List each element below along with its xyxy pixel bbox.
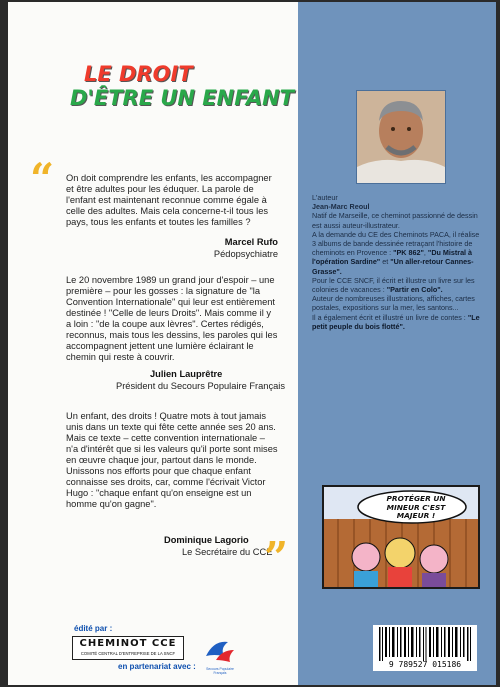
author-tales: Il a également écrit et illustré un livre de contes : "Le petit peuple du bois flotté".: [312, 312, 480, 331]
publisher-logo: [72, 636, 184, 660]
book-tales: "Le petit peuple du bois flotté".: [312, 312, 480, 331]
quote-2-name: Julien Lauprêtre: [150, 369, 223, 379]
edited-by-label: édité par :: [74, 624, 113, 633]
author-photo: [356, 90, 446, 184]
partner-logo: [200, 636, 240, 676]
quote-3-text: Un enfant, des droits ! Quatre mots à tout jamais unis dans un texte qui fête cette année ses 20 ans. Mais ce texte – cette convention internationale – n'a d'intérêt que si les valeurs qu'il porte sont mises en œuvre chaque jour, partout dans le monde. Unissons nos efforts pour que chaque enfant connaisse ses droits, car, comme l'écrivait Victor Hugo : "chaque enfant qu'on enseigne est un homme qu'on gagne".: [66, 411, 278, 509]
cartoon-bubble-text: PROTÉGER UN MINEUR C'EST MAJEUR !: [386, 494, 446, 521]
book-colo: "Partir en Colo".: [386, 285, 443, 295]
album-3: "Un aller-retour Cannes-Grasse".: [312, 257, 474, 276]
title-line-2: D'ÊTRE UN ENFANT: [70, 86, 295, 110]
publisher-name: CHEMINOT CCE: [79, 638, 177, 649]
author-name: Jean-Marc Reoul: [312, 202, 370, 212]
author-portrait-icon: [357, 91, 445, 183]
album-2: "Du Mistral à l'opération Sardine": [312, 248, 473, 267]
quote-1-name: Marcel Rufo: [224, 237, 278, 247]
cartoon-illustration: [322, 485, 480, 589]
partner-label: en partenariat avec :: [118, 662, 196, 671]
partner-name: Secours Populaire Français: [206, 667, 234, 675]
author-intro: Natif de Marseille, ce cheminot passionné de dessin est aussi auteur-illustrateur.: [312, 211, 478, 230]
barcode-icon: [373, 627, 477, 661]
title-line-1: LE DROIT: [84, 62, 193, 86]
quote-1-text: On doit comprendre les enfants, les accompagner et être adultes pour les éduquer. La parole de l'enfant est maintenant reconnue comme égale à celle des adultes. Mais cela concerne-t-il tous les pays, tous les enfants et toutes les familles ?: [66, 173, 272, 227]
partner-hand-icon: [200, 636, 240, 668]
close-quote-icon: ”: [264, 533, 289, 582]
author-works: Auteur de nombreuses illustrations, affiches, cartes postales, expositions sur la mer, les santons...: [312, 294, 475, 313]
publisher-subtitle: COMITÉ CENTRAL D'ENTREPRISE DE LA SNCF: [80, 651, 176, 656]
author-colo: Pour le CCE SNCF, il écrit et illustre un livre sur les colonies de vacances : "Partir en Colo".: [312, 275, 475, 295]
quote-2-role: Président du Secours Populaire Français: [116, 381, 285, 391]
author-bio: [312, 193, 482, 331]
album-1: "PK 862": [393, 248, 424, 258]
barcode: [373, 625, 477, 671]
barcode-number: 9 789527 015186: [388, 660, 462, 669]
open-quote-icon: “: [30, 154, 55, 203]
author-heading: L'auteur: [312, 193, 338, 202]
quote-2-text: Le 20 novembre 1989 un grand jour d'espoir – une première – pour les gosses : la signature de "la Convention Internationale" qui leur est entièrement destinée ! "Celle de leurs Droits". Mais comme il y a loin : "de la coupe aux lèvres". Certes rédigés, reconnus, mais tous les dessins, les paroles qui les accompagnent jettent une lumière éclairant le chemin qui reste à couvrir.: [66, 275, 278, 362]
quote-3-name: Dominique Lagorio: [164, 535, 249, 545]
quote-3-role: Le Secrétaire du CCE: [182, 547, 273, 557]
author-albums: A la demande du CE des Cheminots PACA, il réalise 3 albums de bande dessinée retraçant l'histoire de cheminots en Provence : "PK 862", "Du Mistral à l'opération Sardine" et "Un aller-retour Cannes-Grasse".: [312, 229, 480, 276]
quote-1-role: Pédopsychiatre: [213, 249, 278, 259]
